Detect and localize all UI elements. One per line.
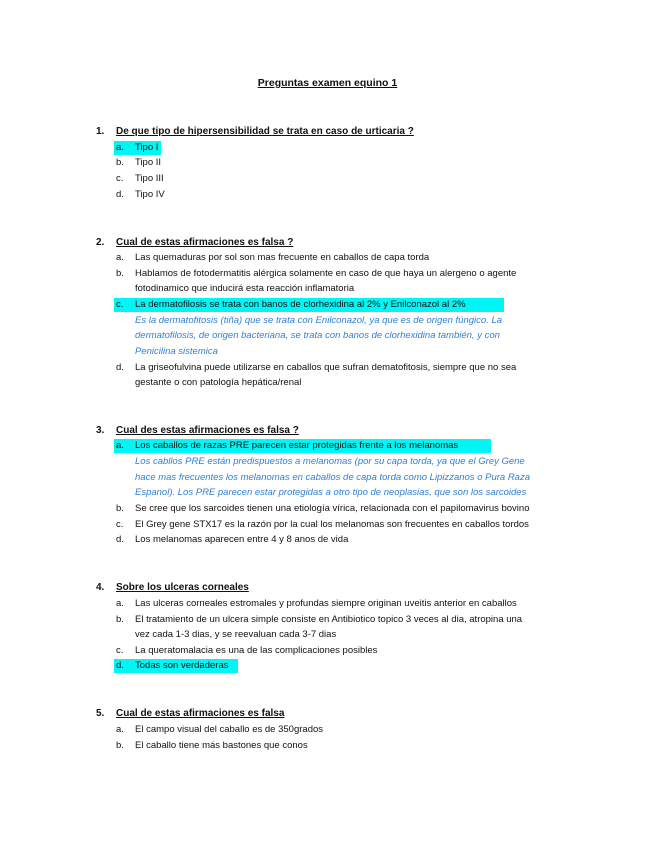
- question-text: Cual des estas afirmaciones es falsa ?: [116, 425, 299, 436]
- question-number: 2.: [96, 237, 105, 248]
- q2-option-b-continued: fotodinamico que inducirá esta reacción inflamatoria: [135, 283, 355, 294]
- page-title: Preguntas examen equino 1: [257, 77, 398, 89]
- option-letter: c.: [116, 519, 124, 530]
- option-letter: a.: [116, 252, 124, 263]
- option-letter: a.: [116, 724, 124, 735]
- q2-explanation-line: dermatofilosis, de origen bacteriana, se trata con banos de clorhexidina también, y con: [135, 330, 500, 341]
- option-text: Los melanomas aparecen entre 4 y 8 anos de vida: [135, 534, 349, 545]
- option-text: Tipo II: [135, 157, 162, 168]
- question-4: [96, 582, 249, 593]
- question-number: 5.: [96, 708, 105, 719]
- option-letter: c.: [116, 299, 124, 310]
- question-number: 3.: [96, 425, 105, 436]
- option-text: Las quemaduras por sol son mas frecuente en caballos de capa torda: [135, 252, 430, 263]
- option-text: El caballo tiene más bastones que conos: [135, 740, 308, 751]
- q3-explanation-line: Los cabllos PRE están predispuestos a melanomas (por su capa torda, ya que el Grey Gene: [135, 456, 525, 467]
- option-letter: b.: [116, 614, 124, 625]
- option-letter: d.: [116, 362, 124, 373]
- option-text: Hablamos de fotodermatitis alérgica solamente en caso de que haya un alergeno o agente: [135, 268, 517, 279]
- option-letter: a.: [116, 598, 124, 609]
- option-text: Se cree que los sarcoides tienen una etiología vírica, relacionada con el papilomavirus bovino: [135, 503, 530, 514]
- question-text: Cual de estas afirmaciones es falsa: [116, 708, 285, 719]
- question-text: De que tipo de hipersensibilidad se trata en caso de urticaria ?: [116, 126, 414, 137]
- option-letter: d.: [116, 660, 124, 671]
- question-text: Sobre los ulceras corneales: [116, 582, 249, 593]
- option-text: Las ulceras corneales estromales y profundas siempre originan uveitis anterior en caballos: [135, 598, 517, 609]
- question-3: [96, 425, 299, 436]
- option-letter: b.: [116, 740, 124, 751]
- q4-option-b-continued: vez cada 1-3 dias, y se reevaluan cada 3-7 dias: [135, 629, 337, 640]
- option-text: Tipo III: [135, 173, 164, 184]
- q3-explanation-line: hace mas frecuentes los melanomas en caballos de capa torda como Lipizzanos o Pura Raza: [135, 472, 530, 483]
- option-text: El campo visual del caballo es de 350grados: [135, 724, 324, 735]
- option-letter: b.: [116, 503, 124, 514]
- option-text: Todas son verdaderas: [135, 660, 229, 671]
- option-text: La griseofulvina puede utilizarse en caballos que sufran dematofitosis, siempre que no sea: [135, 362, 517, 373]
- option-letter: d.: [116, 534, 124, 545]
- option-letter: b.: [116, 268, 124, 279]
- q2-explanation-line: Penicilina sistemica: [135, 346, 218, 357]
- option-letter: b.: [116, 157, 124, 168]
- option-text: El Grey gene STX17 es la razón por la cual los melanomas son frecuentes en caballos tordos: [135, 519, 529, 530]
- option-text: El tratamiento de un ulcera simple consiste en Antibiotico topico 3 veces al dia, atropina una: [135, 614, 523, 625]
- option-letter: a.: [116, 440, 124, 451]
- q2-explanation-line: Es la dermatofitosis (tiña) que se trata con Enilconazol, ya que es de origen fúngico. La: [135, 315, 503, 326]
- question-text: Cual de estas afirmaciones es falsa ?: [116, 237, 294, 248]
- option-letter: d.: [116, 189, 124, 200]
- option-text: La dermatofilosis se trata con banos de clorhexidina al 2% y Enilconazol al 2%: [135, 299, 466, 310]
- question-1: [96, 126, 414, 137]
- question-number: 1.: [96, 126, 105, 137]
- question-5: [96, 708, 284, 719]
- question-number: 4.: [96, 582, 105, 593]
- option-letter: a.: [116, 142, 124, 153]
- option-letter: c.: [116, 645, 124, 656]
- option-text: La queratomalacia es una de las complicaciones posibles: [135, 645, 378, 656]
- option-text: Los caballos de razas PRE parecen estar protegidas frente a los melanomas: [135, 440, 459, 451]
- option-letter: c.: [116, 173, 124, 184]
- question-2: [96, 237, 293, 248]
- option-text: Tipo I: [135, 142, 159, 153]
- q2-option-d-continued: gestante o con patología hepática/renal: [135, 377, 302, 388]
- option-text: Tipo IV: [135, 189, 165, 200]
- q3-explanation-line: Espanol). Los PRE parecen estar protegidas a otro tipo de neoplasias, que son los sarcoides: [135, 487, 527, 498]
